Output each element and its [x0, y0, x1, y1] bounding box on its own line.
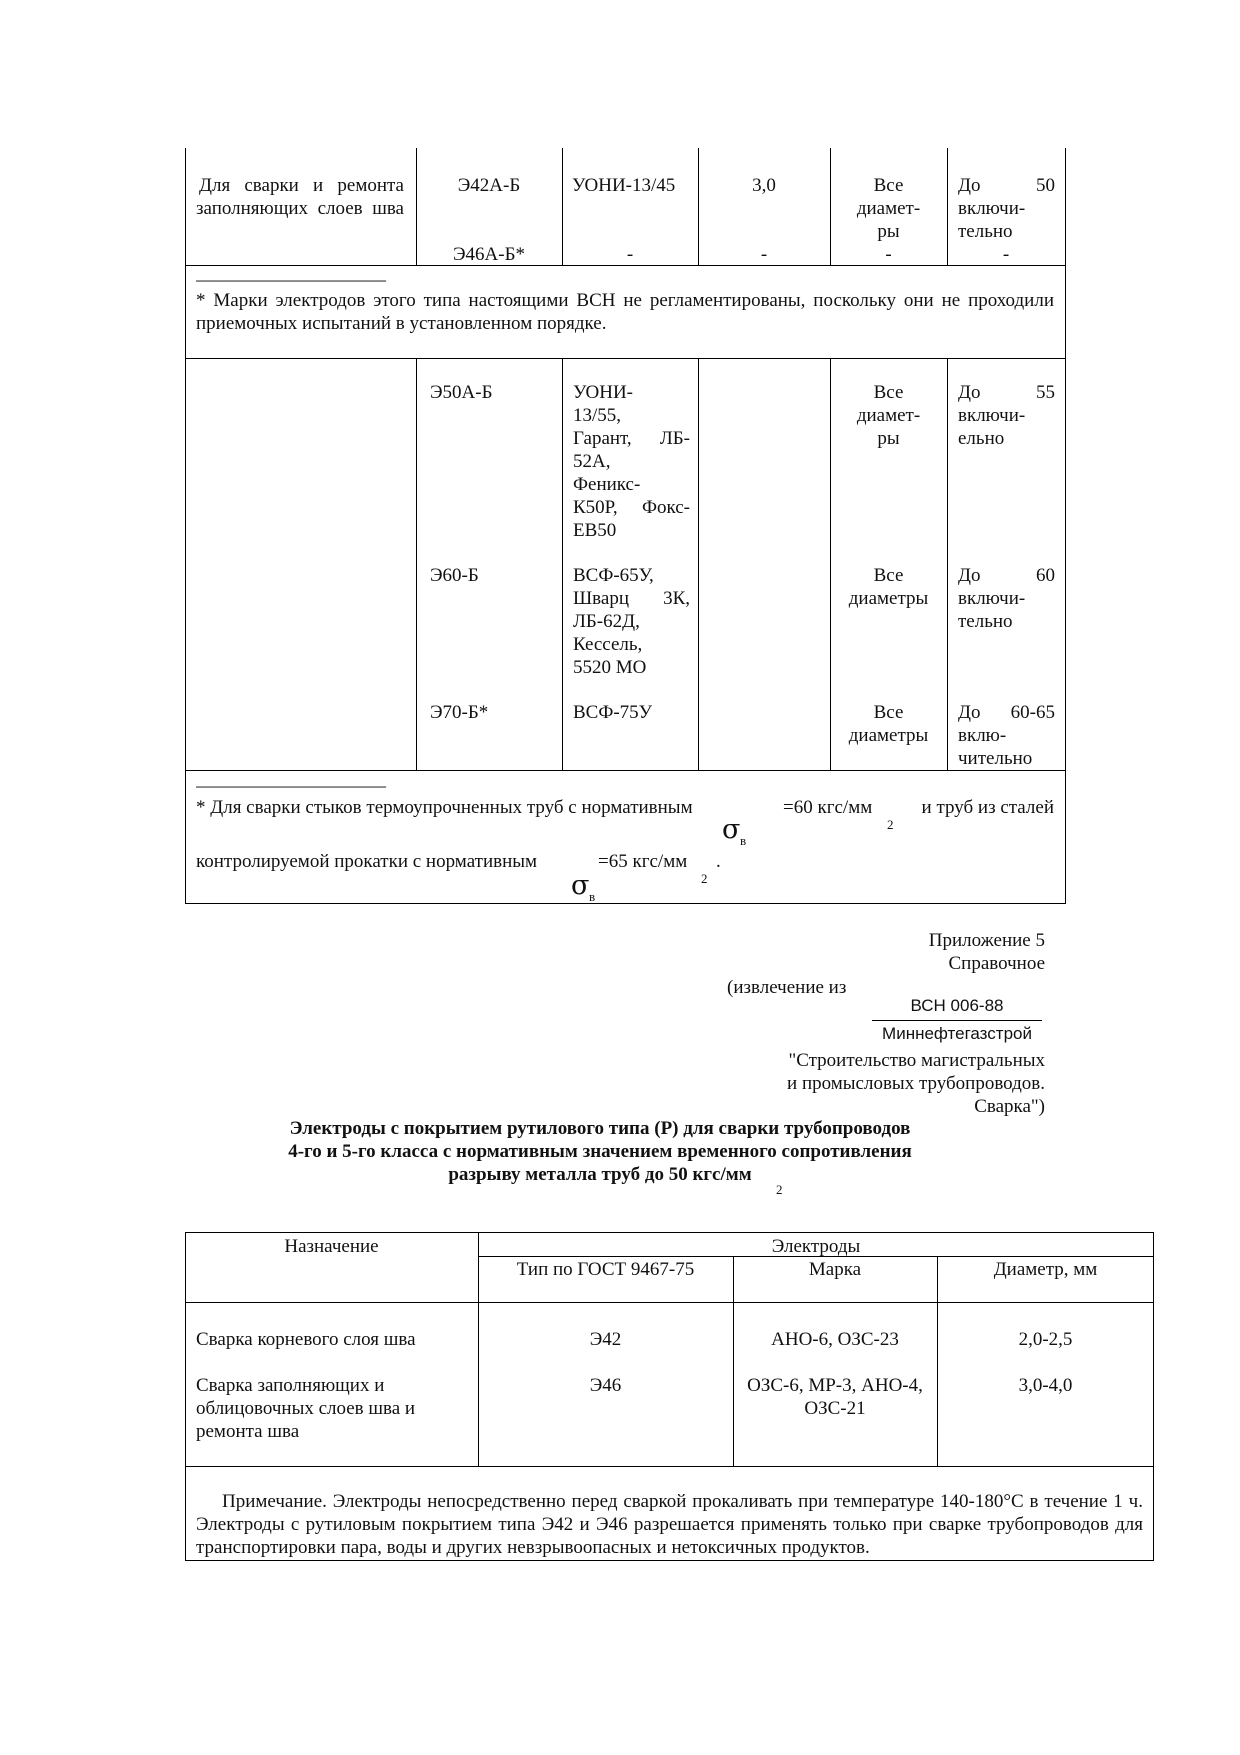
- header-diameter: Диаметр, мм: [993, 1259, 1098, 1280]
- col-divider: [416, 358, 417, 770]
- cell-word: 3К,: [663, 588, 690, 609]
- col-divider: [733, 1256, 734, 1466]
- cell-line: диаметры: [848, 725, 929, 746]
- cell-word: ЕВ50: [573, 520, 617, 541]
- cell-line: [958, 381, 1055, 404]
- footnote-text: контролируемой прокатки с нормативным: [196, 851, 538, 872]
- header-brand: Марка: [808, 1259, 862, 1280]
- row-brand: ОЗС-6, МР-3, АНО-4, ОЗС-21: [747, 1375, 923, 1419]
- table-rule: [185, 770, 1066, 771]
- cell-line: Все: [873, 175, 904, 196]
- cell-line: [573, 496, 690, 519]
- cell-line: [958, 564, 1055, 587]
- cell-word: 50: [1036, 175, 1055, 196]
- cell-line: тельно: [958, 221, 1013, 242]
- cell-word: Феникс-: [573, 474, 641, 495]
- header-purpose: Назначение: [284, 1236, 379, 1257]
- cell-line: [958, 747, 1055, 770]
- fraction-bar: [872, 1020, 1042, 1021]
- cell-word: ЛБ-: [659, 428, 690, 449]
- footnote-text: =60 кгс/мм: [783, 797, 873, 818]
- cell-word: тельно: [958, 611, 1013, 632]
- footnote-rule: ____________________: [196, 266, 386, 282]
- table-rule: [185, 1302, 1154, 1303]
- cell-line: Все: [873, 702, 904, 723]
- cell-line: [573, 610, 690, 633]
- cell-word: ВСФ-75У: [573, 702, 653, 723]
- cell-line: [958, 724, 1055, 747]
- position-cell: [830, 564, 947, 610]
- type-cell: Э60-Б: [430, 565, 479, 586]
- cell-line: [573, 450, 690, 473]
- cell-line: [573, 701, 690, 724]
- cell-line: Все: [873, 382, 904, 403]
- row-type: Э42: [589, 1329, 622, 1350]
- col-divider: [562, 358, 563, 770]
- sigma-symbol: σ: [722, 814, 741, 845]
- brand-cell: УОНИ-13/45: [572, 175, 676, 196]
- brand-cell: -: [626, 244, 634, 265]
- thickness-cell: [958, 381, 1055, 450]
- table-rule: [185, 903, 1066, 904]
- table-rule: [185, 1560, 1154, 1561]
- col-divider: [698, 358, 699, 770]
- heading-line: Электроды с покрытием рутилового типа (Р) для сварки трубопроводов: [289, 1118, 911, 1139]
- cell-line: [573, 564, 690, 587]
- cell-word: 13/55,: [573, 405, 622, 426]
- position-cell: [830, 174, 947, 243]
- sigma-subscript: в: [589, 889, 596, 904]
- cell-line: [958, 587, 1055, 610]
- heading-line: 4-го и 5-го класса с нормативным значением временного сопротивления: [288, 1141, 912, 1162]
- cell-word: До: [958, 702, 981, 723]
- position-cell: [830, 381, 947, 450]
- table-border-left: [185, 1232, 186, 1560]
- source-title: Сварка"): [974, 1096, 1045, 1117]
- cell-word: ельно: [958, 428, 1005, 449]
- cell-word: 5520 МО: [573, 657, 647, 678]
- brand-cell: [573, 701, 690, 724]
- footnote-1: * Марки электродов этого типа настоящими ВСН не регламентированы, поскольку они не проходили приемочных испытаний в установленном порядке.: [196, 290, 1054, 334]
- cell-word: 52А,: [573, 451, 611, 472]
- table-note: Примечание. Электроды непосредственно перед сваркой прокаливать при температуре 140-180°С в течение 1 ч. Электроды с рутиловым покрытием типа Э42 и Э46 разрешается применять только при сварке трубопроводов для транспортировки пара, воды и других невзрывоопасных и нетоксичных продуктов.: [196, 1491, 1143, 1558]
- col-divider: [947, 358, 948, 770]
- cell-word: включи-: [958, 588, 1026, 609]
- cell-word: До: [958, 175, 981, 196]
- row-diameter: 3,0-4,0: [1018, 1375, 1073, 1396]
- appendix-type: Справочное: [948, 953, 1045, 974]
- type-cell: Э70-Б*: [430, 702, 489, 723]
- source-title: и промысловых трубопроводов.: [787, 1073, 1045, 1094]
- cell-word: Гарант,: [573, 428, 632, 449]
- heading-line: разрыву металла труб до 50 кгс/мм: [448, 1164, 752, 1185]
- cell-line: [958, 404, 1055, 427]
- cell-line: [573, 633, 690, 656]
- row-type: Э46: [589, 1375, 622, 1396]
- thickness-cell: -: [1002, 244, 1010, 265]
- cell-line: [573, 473, 690, 496]
- col-divider: [937, 1256, 938, 1466]
- cell-line: [958, 427, 1055, 450]
- cell-line: диамет-: [856, 405, 921, 426]
- thickness-cell: [958, 564, 1055, 633]
- cell-line: [573, 404, 690, 427]
- cell-word: 55: [1036, 382, 1055, 403]
- cell-line: включи-: [958, 198, 1026, 219]
- cell-word: Фокс-: [641, 497, 690, 518]
- brand-cell: [573, 564, 690, 679]
- footnote-text: .: [716, 851, 721, 872]
- cell-word: 60: [1036, 565, 1055, 586]
- superscript: 2: [887, 817, 894, 832]
- cell-word: чительно: [958, 748, 1033, 769]
- cell-word: Шварц: [573, 588, 629, 609]
- table-rule: [185, 1232, 1154, 1233]
- cell-word: ЛБ-62Д,: [573, 611, 640, 632]
- cell-line: [573, 656, 690, 679]
- diameter-cell: -: [760, 244, 768, 265]
- sigma-subscript: в: [740, 833, 747, 848]
- cell-word: ВСФ-65У,: [573, 565, 654, 586]
- superscript: 2: [776, 1182, 783, 1197]
- purpose-text: Для сварки и ремонта заполняющих слоев шва: [196, 175, 404, 219]
- cell-word: 60-65: [1010, 702, 1055, 723]
- cell-word: До: [958, 565, 981, 586]
- type-cell: Э50А-Б: [430, 382, 493, 403]
- position-cell: -: [885, 244, 892, 265]
- header-type: Тип по ГОСТ 9467-75: [516, 1259, 695, 1280]
- cell-word: вклю-: [958, 725, 1007, 746]
- table-border-left: [185, 148, 186, 903]
- row-brand: АНО-6, ОЗС-23: [771, 1329, 899, 1350]
- superscript: 2: [701, 871, 708, 886]
- thickness-cell: [958, 701, 1055, 770]
- extract-prefix: (извлечение из: [727, 977, 847, 998]
- brand-cell: [573, 381, 690, 542]
- position-cell: [830, 701, 947, 747]
- footnote-text: =65 кгс/мм: [598, 851, 688, 872]
- cell-word: До: [958, 382, 981, 403]
- footnote-text: и труб из сталей: [921, 797, 1054, 818]
- table-rule: [185, 358, 1066, 359]
- fraction-denominator: Миннефтегазстрой: [882, 1024, 1032, 1043]
- type-cell: Э42А-Б: [457, 175, 521, 196]
- appendix-number: Приложение 5: [928, 930, 1045, 951]
- cell-line: диаметры: [848, 588, 929, 609]
- row-diameter: 2,0-2,5: [1018, 1329, 1073, 1350]
- sigma-symbol: σ: [571, 870, 590, 901]
- cell-line: ры: [877, 221, 900, 242]
- row-purpose: Сварка заполняющих и облицовочных слоев шва и ремонта шва: [196, 1375, 416, 1442]
- cell-line: [573, 519, 690, 542]
- cell-line: [573, 587, 690, 610]
- cell-line: [573, 381, 690, 404]
- table-border-right: [1065, 148, 1066, 903]
- diameter-cell: 3,0: [752, 175, 776, 196]
- cell-word: К50Р,: [573, 497, 618, 518]
- footnote-text: * Для сварки стыков термоупрочненных труб с нормативным: [196, 797, 693, 818]
- cell-line: [573, 427, 690, 450]
- cell-line: [958, 701, 1055, 724]
- cell-word: УОНИ-: [573, 382, 633, 403]
- cell-line: [958, 610, 1055, 633]
- cell-word: включи-: [958, 405, 1026, 426]
- header-electrodes: Электроды: [771, 1236, 861, 1257]
- thickness-cell: [958, 174, 1055, 243]
- footnote-rule: ____________________: [196, 772, 386, 788]
- cell-line: ры: [877, 428, 900, 449]
- source-title: "Строительство магистральных: [788, 1050, 1045, 1071]
- row-purpose: Сварка корневого слоя шва: [196, 1329, 416, 1350]
- fraction-numerator: ВСН 006-88: [910, 996, 1004, 1015]
- purpose-cell: [196, 174, 404, 220]
- cell-line: диамет-: [856, 198, 921, 219]
- cell-word: Кессель,: [573, 634, 643, 655]
- table-rule: [185, 1466, 1154, 1467]
- cell-line: Все: [873, 565, 904, 586]
- type-cell: Э46А-Б*: [452, 244, 525, 265]
